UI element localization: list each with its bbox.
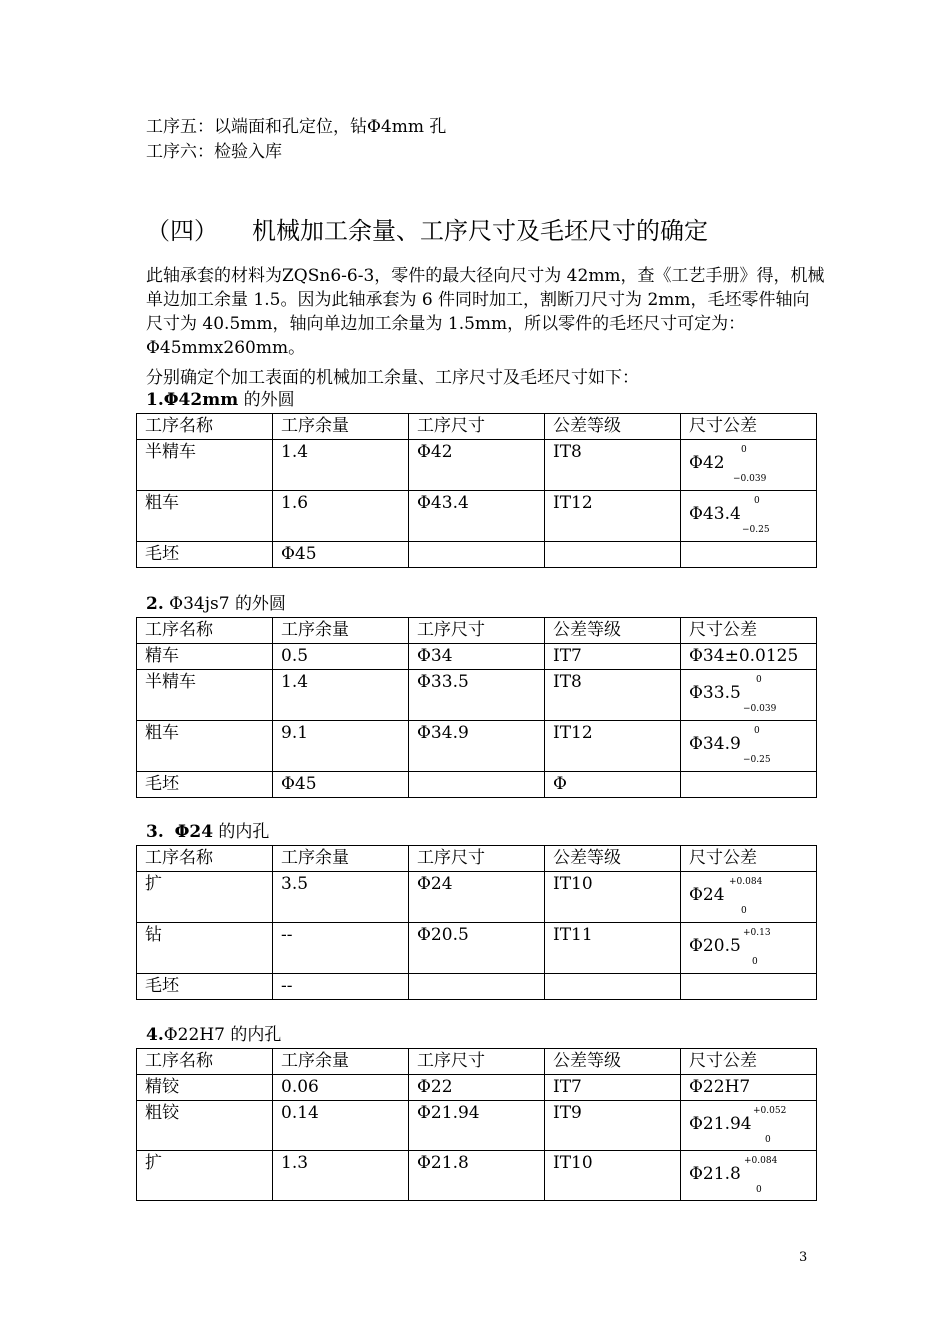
cell-tolerance <box>681 923 817 974</box>
cell-grade: IT7 <box>545 644 681 670</box>
table2-caption-num: 2. <box>146 594 164 614</box>
table-row <box>137 491 817 542</box>
cell-grade <box>545 974 681 1000</box>
table2-caption <box>146 593 286 615</box>
cell-tolerance <box>681 872 817 923</box>
table-row <box>137 772 817 798</box>
cell-size: Φ21.94 <box>409 1101 545 1151</box>
table-row <box>137 923 817 974</box>
cell-tolerance <box>681 721 817 772</box>
cell-name: 精车 <box>137 644 273 670</box>
header-cell: 尺寸公差 <box>681 414 817 440</box>
material-paragraph: 此轴承套的材料为ZQSn6-6-3，零件的最大径向尺寸为 42mm，查《工艺手册》得，机械单边加工余量 1.5。因为此轴承套为 6 件同时加工，割断刀尺寸为 2mm，毛坯零件轴向尺寸为 40.5mm，轴向单边加工余量为 1.5mm，所以零件的毛坯尺寸可定为：Φ45mmx260mm。 <box>146 266 825 358</box>
tol-base: Φ42 <box>689 453 725 473</box>
section-title: 机械加工余量、工序尺寸及毛坯尺寸的确定 <box>252 217 708 245</box>
table3-caption-rest: 的内孔 <box>213 822 270 842</box>
table3-caption-num: 3. <box>146 822 164 842</box>
tol-base: Φ21.94 <box>689 1114 752 1134</box>
cell-tolerance <box>681 491 817 542</box>
cell-allowance: 1.4 <box>273 670 409 721</box>
cell-size: Φ43.4 <box>409 491 545 542</box>
page-number: 3 <box>799 1250 808 1265</box>
table4-caption-num: 4. <box>146 1025 164 1045</box>
tol-upper: 0 <box>741 445 747 455</box>
tol-lower: 0 <box>756 1185 762 1195</box>
header-cell: 工序名称 <box>137 1049 273 1075</box>
cell-name: 钻 <box>137 923 273 974</box>
cell-size: Φ22 <box>409 1075 545 1101</box>
table3 <box>136 845 817 1000</box>
cell-size: Φ24 <box>409 872 545 923</box>
table1-caption-bold: Φ42mm <box>163 390 239 410</box>
tol-lower: −0.25 <box>742 525 770 535</box>
cell-allowance: 1.6 <box>273 491 409 542</box>
header-cell: 工序尺寸 <box>409 846 545 872</box>
table-header-row <box>137 846 817 872</box>
tol-lower: −0.039 <box>733 474 767 484</box>
tol-upper: +0.13 <box>743 928 771 938</box>
cell-allowance: 0.14 <box>273 1101 409 1151</box>
cell-tolerance: Φ34±0.0125 <box>681 644 817 670</box>
table-row <box>137 872 817 923</box>
header-cell: 工序余量 <box>273 414 409 440</box>
cell-name: 毛坯 <box>137 772 273 798</box>
tol-base: Φ24 <box>689 885 725 905</box>
tol-upper: 0 <box>756 675 762 685</box>
tol-lower: 0 <box>752 957 758 967</box>
cell-name: 精铰 <box>137 1075 273 1101</box>
table2 <box>136 617 817 798</box>
cell-grade: IT12 <box>545 721 681 772</box>
cell-allowance: Φ45 <box>273 542 409 568</box>
table4-caption <box>146 1024 281 1046</box>
header-cell: 公差等级 <box>545 846 681 872</box>
cell-name: 扩 <box>137 1151 273 1201</box>
cell-name: 粗铰 <box>137 1101 273 1151</box>
cell-size: Φ20.5 <box>409 923 545 974</box>
header-cell: 尺寸公差 <box>681 618 817 644</box>
cell-allowance: 1.3 <box>273 1151 409 1201</box>
cell-tolerance <box>681 974 817 1000</box>
tol-upper: +0.084 <box>744 1156 778 1166</box>
tol-base: Φ20.5 <box>689 936 741 956</box>
cell-grade: IT9 <box>545 1101 681 1151</box>
cell-size <box>409 542 545 568</box>
table-row <box>137 1075 817 1101</box>
cell-name: 扩 <box>137 872 273 923</box>
tol-upper: 0 <box>754 726 760 736</box>
cell-name: 半精车 <box>137 670 273 721</box>
header-cell: 尺寸公差 <box>681 1049 817 1075</box>
section-heading <box>146 214 708 248</box>
table-row <box>137 670 817 721</box>
cell-allowance: 1.4 <box>273 440 409 491</box>
cell-allowance: 0.06 <box>273 1075 409 1101</box>
header-cell: 工序名称 <box>137 846 273 872</box>
cell-size: Φ21.8 <box>409 1151 545 1201</box>
header-cell: 工序尺寸 <box>409 1049 545 1075</box>
cell-tolerance <box>681 1151 817 1201</box>
table-row <box>137 440 817 491</box>
cell-grade: IT12 <box>545 491 681 542</box>
cell-name: 半精车 <box>137 440 273 491</box>
tol-lower: 0 <box>765 1135 771 1145</box>
cell-tolerance <box>681 440 817 491</box>
header-cell: 公差等级 <box>545 1049 681 1075</box>
cell-grade: IT10 <box>545 872 681 923</box>
cell-allowance: 9.1 <box>273 721 409 772</box>
cell-tolerance <box>681 670 817 721</box>
header-cell: 公差等级 <box>545 618 681 644</box>
cell-name: 毛坯 <box>137 974 273 1000</box>
cell-grade: IT8 <box>545 670 681 721</box>
tol-upper: 0 <box>754 496 760 506</box>
intro-paragraph: 分别确定个加工表面的机械加工余量、工序尺寸及毛坯尺寸如下： <box>146 368 639 388</box>
table-row <box>137 542 817 568</box>
cell-allowance: -- <box>273 974 409 1000</box>
tol-lower: 0 <box>741 906 747 916</box>
cell-name: 粗车 <box>137 721 273 772</box>
cell-name: 毛坯 <box>137 542 273 568</box>
header-cell: 公差等级 <box>545 414 681 440</box>
header-cell: 工序尺寸 <box>409 414 545 440</box>
table3-caption <box>146 821 269 843</box>
cell-size: Φ33.5 <box>409 670 545 721</box>
tol-upper: +0.084 <box>729 877 763 887</box>
table2-caption-rest: Φ34js7 的外圆 <box>163 594 286 614</box>
table1-caption-num: 1. <box>146 390 164 410</box>
table-row <box>137 644 817 670</box>
cell-size: Φ34.9 <box>409 721 545 772</box>
cell-tolerance: Φ22H7 <box>681 1075 817 1101</box>
table-header-row <box>137 618 817 644</box>
header-cell: 工序名称 <box>137 618 273 644</box>
table4 <box>136 1048 817 1201</box>
cell-size <box>409 974 545 1000</box>
tol-base: Φ34.9 <box>689 734 741 754</box>
tol-base: Φ43.4 <box>689 504 741 524</box>
step-five-text: 工序五：以端面和孔定位，钻Φ4mm 孔 <box>146 117 447 137</box>
step-six-text: 工序六：检验入库 <box>146 142 282 162</box>
cell-name: 粗车 <box>137 491 273 542</box>
table-row <box>137 974 817 1000</box>
tol-base: Φ21.8 <box>689 1164 741 1184</box>
cell-tolerance <box>681 1101 817 1151</box>
cell-allowance: -- <box>273 923 409 974</box>
table-row <box>137 1151 817 1201</box>
cell-allowance: Φ45 <box>273 772 409 798</box>
table-row <box>137 721 817 772</box>
cell-grade: Φ <box>545 772 681 798</box>
cell-grade: IT10 <box>545 1151 681 1201</box>
header-cell: 尺寸公差 <box>681 846 817 872</box>
tol-lower: −0.25 <box>743 755 771 765</box>
header-cell: 工序余量 <box>273 1049 409 1075</box>
table3-caption-bold: Φ24 <box>174 822 214 842</box>
header-cell: 工序名称 <box>137 414 273 440</box>
cell-grade <box>545 542 681 568</box>
cell-allowance: 3.5 <box>273 872 409 923</box>
tol-lower: −0.039 <box>743 704 777 714</box>
table-row <box>137 1101 817 1151</box>
cell-size <box>409 772 545 798</box>
header-cell: 工序尺寸 <box>409 618 545 644</box>
table4-caption-rest: Φ22H7 的内孔 <box>163 1025 282 1045</box>
cell-grade: IT11 <box>545 923 681 974</box>
table1-caption-rest: 的外圆 <box>238 390 295 410</box>
table-header-row <box>137 1049 817 1075</box>
cell-size: Φ34 <box>409 644 545 670</box>
table-header-row <box>137 414 817 440</box>
table1 <box>136 413 817 568</box>
cell-grade: IT7 <box>545 1075 681 1101</box>
tol-base: Φ33.5 <box>689 683 741 703</box>
header-cell: 工序余量 <box>273 846 409 872</box>
header-cell: 工序余量 <box>273 618 409 644</box>
cell-tolerance <box>681 772 817 798</box>
tol-upper: +0.052 <box>753 1106 787 1116</box>
cell-tolerance <box>681 542 817 568</box>
cell-grade: IT8 <box>545 440 681 491</box>
cell-allowance: 0.5 <box>273 644 409 670</box>
cell-size: Φ42 <box>409 440 545 491</box>
table1-caption <box>146 389 295 411</box>
section-number: （四） <box>146 217 218 245</box>
